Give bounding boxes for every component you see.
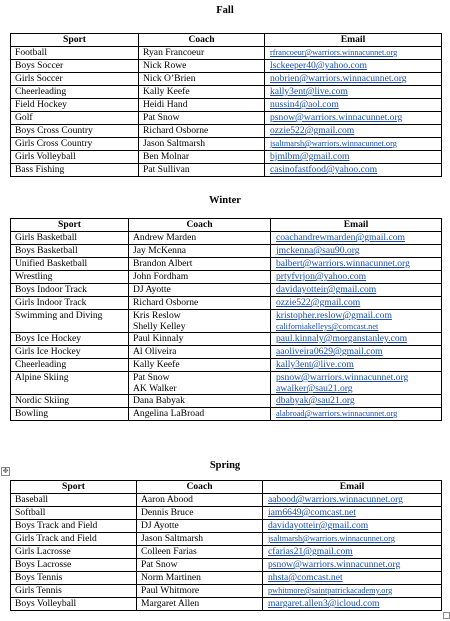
sport-cell: Cheerleading — [11, 359, 129, 372]
coach-name: Kally Keefe — [143, 86, 190, 97]
coach-name: Pat Snow — [141, 559, 178, 570]
table-row — [11, 559, 442, 572]
email-cell — [271, 271, 442, 284]
email-link[interactable]: nhsta@comcast.net — [268, 572, 343, 583]
table-row — [11, 271, 442, 284]
header-email: Email — [265, 34, 442, 47]
coach-cell — [139, 47, 265, 60]
email-link[interactable]: dbabyak@sau21.org — [276, 395, 355, 406]
coach-cell — [139, 151, 265, 164]
sport-cell: Boys Soccer — [11, 60, 139, 73]
coach-cell — [129, 333, 271, 346]
sport-cell: Girls Basketball — [11, 232, 129, 245]
email-cell — [265, 138, 442, 151]
email-cell — [265, 86, 442, 99]
coach-name: Margaret Allen — [141, 598, 200, 609]
coach-cell — [139, 86, 265, 99]
header-coach: Coach — [139, 34, 265, 47]
coach-name: Paul Kinnaly — [133, 333, 184, 344]
coach-cell — [137, 559, 263, 572]
sport-cell: Boys Cross Country — [11, 125, 139, 138]
coach-cell — [139, 73, 265, 86]
table-row — [11, 86, 442, 99]
sport-cell: Boys Basketball — [11, 245, 129, 258]
coach-name: DJ Ayotte — [133, 284, 171, 295]
table-row — [11, 494, 442, 507]
coach-name: Paul Whitmore — [141, 585, 200, 596]
sport-cell: Bowling — [11, 408, 129, 421]
sport-cell: Nordic Skiing — [11, 395, 129, 408]
coach-name: Heidi Hand — [143, 99, 188, 110]
coach-name: Jason Saltmarsh — [141, 533, 204, 544]
coach-cell — [137, 572, 263, 585]
table-row — [11, 112, 442, 125]
coach-name: Al Oliveira — [133, 346, 177, 357]
winter-title: Winter — [209, 195, 241, 206]
sport-cell: Swimming and Diving — [11, 310, 129, 333]
table-row — [11, 372, 442, 395]
email-cell — [271, 245, 442, 258]
email-link[interactable]: davidayotteir@gmail.com — [268, 520, 369, 531]
coach-cell — [139, 112, 265, 125]
coach-cell — [139, 125, 265, 138]
sport-cell: Alpine Skiing — [11, 372, 129, 395]
coach-name: John Fordham — [133, 271, 189, 282]
email-link[interactable]: margaret.allen3@icloud.com — [268, 598, 380, 609]
fall-title: Fall — [216, 5, 234, 16]
coach-cell — [129, 271, 271, 284]
coach-cell — [129, 346, 271, 359]
sport-cell: Field Hockey — [11, 99, 139, 112]
table-row — [11, 151, 442, 164]
email-cell — [271, 258, 442, 271]
email-cell — [271, 359, 442, 372]
sport-cell: Girls Lacrosse — [11, 546, 137, 559]
table-row — [11, 408, 442, 421]
table-row — [11, 258, 442, 271]
table-row — [11, 507, 442, 520]
coach-cell — [129, 408, 271, 421]
coach-cell — [129, 297, 271, 310]
table-row — [11, 546, 442, 559]
coach-cell — [137, 494, 263, 507]
table-row — [11, 164, 442, 177]
coach-name: Norm Martinen — [141, 572, 201, 583]
email-link[interactable]: aabood@warriors.winnacunnet.org — [268, 494, 403, 505]
email-cell — [265, 151, 442, 164]
email-cell — [265, 125, 442, 138]
coach-cell — [137, 585, 263, 598]
email-cell — [263, 520, 442, 533]
coach-name: Colleen Farias — [141, 546, 197, 557]
header-email: Email — [263, 481, 442, 494]
fall-coaches-table — [10, 33, 442, 177]
sport-cell: Boys Lacrosse — [11, 559, 137, 572]
coach-name: Pat Snow — [143, 112, 180, 123]
email-cell — [263, 494, 442, 507]
table-row — [11, 585, 442, 598]
sport-cell: Bass Fishing — [11, 164, 139, 177]
sport-cell: Boys Track and Field — [11, 520, 137, 533]
coach-cell — [137, 520, 263, 533]
coach-cell — [139, 164, 265, 177]
coach-cell — [137, 507, 263, 520]
table-row — [11, 310, 442, 333]
email-link[interactable]: davidayotteir@gmail.com — [276, 284, 377, 295]
email-cell — [265, 112, 442, 125]
email-link[interactable]: nussin4@aol.com — [270, 99, 339, 110]
email-link[interactable]: coachandrewmarden@gmail.com — [276, 232, 405, 243]
email-cell — [263, 585, 442, 598]
email-link[interactable]: psnow@warriors.winnacunnet.org — [270, 112, 403, 123]
sport-cell: Football — [11, 47, 139, 60]
sport-cell: Girls Indoor Track — [11, 297, 129, 310]
table-row — [11, 297, 442, 310]
email-cell — [265, 164, 442, 177]
coach-name: Pat Snow — [133, 372, 170, 383]
coach-name: Angelina LaBroad — [133, 408, 205, 419]
coach-name: Richard Osborne — [143, 125, 209, 136]
coach-name: Nick Rowe — [143, 60, 187, 71]
table-row — [11, 520, 442, 533]
coach-name: Dana Babyak — [133, 395, 185, 406]
email-link[interactable]: pwhitmore@saintpatrickacademy.org — [268, 586, 393, 595]
table-row — [11, 533, 442, 546]
email-link[interactable]: paul.kinnaly@morganstanley.com — [276, 333, 408, 344]
table-row — [11, 138, 442, 151]
email-link[interactable]: alabroad@warriors.winnacunnet.org — [276, 409, 398, 418]
header-coach: Coach — [129, 219, 271, 232]
email-cell — [263, 546, 442, 559]
coach-name: Ben Molnar — [143, 151, 190, 162]
coach-cell — [129, 258, 271, 271]
email-link[interactable]: prtyfvrjon@yahoo.com — [276, 271, 367, 282]
email-link[interactable]: ozzie522@gmail.com — [276, 297, 361, 308]
email-cell — [265, 99, 442, 112]
sport-cell: Boys Tennis — [11, 572, 137, 585]
coach-cell — [137, 533, 263, 546]
coach-cell — [137, 598, 263, 611]
sport-cell: Cheerleading — [11, 86, 139, 99]
table-row — [11, 284, 442, 297]
table-resize-handle[interactable] — [443, 612, 450, 619]
email-cell — [271, 297, 442, 310]
email-link[interactable]: jmckenna@sau90.org — [276, 245, 360, 256]
email-cell — [263, 598, 442, 611]
email-link[interactable]: nobrien@warriors.winnacunnet.org — [270, 73, 407, 84]
email-cell — [271, 408, 442, 421]
sport-cell: Baseball — [11, 494, 137, 507]
email-link[interactable]: jsaltmarsh@warriors.winnacunnet.org — [268, 534, 395, 543]
email-link[interactable]: psnow@warriors.winnacunnet.org — [276, 372, 409, 383]
table-row — [11, 359, 442, 372]
table-row — [11, 73, 442, 86]
sport-cell: Golf — [11, 112, 139, 125]
sport-cell: Girls Soccer — [11, 73, 139, 86]
table-row — [11, 60, 442, 73]
spring-title: Spring — [209, 460, 241, 471]
coach-cell — [129, 245, 271, 258]
coach-name: Shelly Kelley — [133, 321, 186, 332]
email-link[interactable]: casinofastfood@yahoo.com — [270, 164, 378, 175]
coach-name: Andrew Marden — [133, 232, 197, 243]
email-cell — [263, 533, 442, 546]
email-link[interactable]: lsckeeper40@yahoo.com — [270, 60, 368, 71]
email-cell — [265, 47, 442, 60]
email-link[interactable]: psnow@warriors.winnacunnet.org — [268, 559, 401, 570]
coach-name: Brandon Albert — [133, 258, 193, 269]
email-cell — [263, 559, 442, 572]
sport-cell: Girls Ice Hockey — [11, 346, 129, 359]
coach-name: Jay McKenna — [133, 245, 187, 256]
table-row — [11, 245, 442, 258]
email-cell — [265, 73, 442, 86]
table-row — [11, 572, 442, 585]
email-cell — [271, 310, 442, 333]
coach-cell — [129, 284, 271, 297]
email-link[interactable]: rfrancoeur@warriors.winnacunnet.org — [270, 48, 398, 57]
header-sport: Sport — [11, 34, 139, 47]
coach-name: Kris Reslow — [133, 310, 181, 321]
coach-cell — [129, 372, 271, 395]
coach-cell — [129, 395, 271, 408]
sport-cell: Boys Volleyball — [11, 598, 137, 611]
email-link[interactable]: cfarias21@gmail.com — [268, 546, 353, 557]
email-cell — [263, 572, 442, 585]
email-link[interactable]: kally3ent@live.com — [270, 86, 348, 97]
email-link[interactable]: balbert@warriors.winnacunnet.org — [276, 258, 410, 269]
email-link[interactable]: kally3ent@live.com — [276, 359, 354, 370]
table-row — [11, 346, 442, 359]
coach-name: Richard Osborne — [133, 297, 199, 308]
header-email: Email — [271, 219, 442, 232]
sport-cell: Girls Volleyball — [11, 151, 139, 164]
email-link[interactable]: californiakelleys@comcast.net — [276, 322, 379, 331]
sport-cell: Girls Tennis — [11, 585, 137, 598]
table-row — [11, 333, 442, 346]
table-row — [11, 99, 442, 112]
email-link[interactable]: awalker@sau21.org — [276, 383, 353, 394]
header-sport: Sport — [11, 481, 137, 494]
email-link[interactable]: ozzie522@gmail.com — [270, 125, 355, 136]
coach-name: Ryan Francoeur — [143, 47, 205, 58]
email-link[interactable]: bjmlbm@gmail.com — [270, 151, 350, 162]
coach-name: Jason Saltmarsh — [143, 138, 206, 149]
email-cell — [265, 60, 442, 73]
email-cell — [271, 395, 442, 408]
email-cell — [271, 284, 442, 297]
email-cell — [271, 346, 442, 359]
sport-cell: Unified Basketball — [11, 258, 129, 271]
sport-cell: Boys Indoor Track — [11, 284, 129, 297]
coach-name: AK Walker — [133, 383, 177, 394]
spring-coaches-table — [10, 480, 442, 611]
email-link[interactable]: aaoliveira0629@gmail.com — [276, 346, 383, 357]
coach-cell — [129, 232, 271, 245]
email-cell — [271, 232, 442, 245]
table-row — [11, 395, 442, 408]
sport-cell: Girls Cross Country — [11, 138, 139, 151]
coach-name: DJ Ayotte — [141, 520, 179, 531]
email-link[interactable]: kristopher.reslow@gmail.com — [276, 310, 392, 321]
coach-cell — [139, 60, 265, 73]
table-row — [11, 125, 442, 138]
coach-name: Pat Sullivan — [143, 164, 190, 175]
email-link[interactable]: iam6649@comcast.net — [268, 507, 356, 518]
winter-coaches-table — [10, 218, 442, 421]
email-link[interactable]: jsaltmarsh@warriors.winnacunnet.org — [270, 139, 397, 148]
coach-cell — [129, 310, 271, 333]
coach-cell — [137, 546, 263, 559]
coach-name: Dennis Bruce — [141, 507, 194, 518]
header-sport: Sport — [11, 219, 129, 232]
coach-name: Nick O’Brien — [143, 73, 196, 84]
table-row — [11, 232, 442, 245]
email-cell — [271, 333, 442, 346]
email-cell — [271, 372, 442, 395]
sport-cell: Wrestling — [11, 271, 129, 284]
table-row — [11, 598, 442, 611]
coach-name: Aaron Abood — [141, 494, 193, 505]
coach-name: Kally Keefe — [133, 359, 180, 370]
sport-cell: Girls Track and Field — [11, 533, 137, 546]
sport-cell: Boys Ice Hockey — [11, 333, 129, 346]
coach-cell — [139, 99, 265, 112]
sport-cell: Softball — [11, 507, 137, 520]
email-cell — [263, 507, 442, 520]
coach-cell — [129, 359, 271, 372]
header-coach: Coach — [137, 481, 263, 494]
table-row — [11, 47, 442, 60]
table-move-icon[interactable]: ✥ — [2, 467, 9, 475]
coach-cell — [139, 138, 265, 151]
